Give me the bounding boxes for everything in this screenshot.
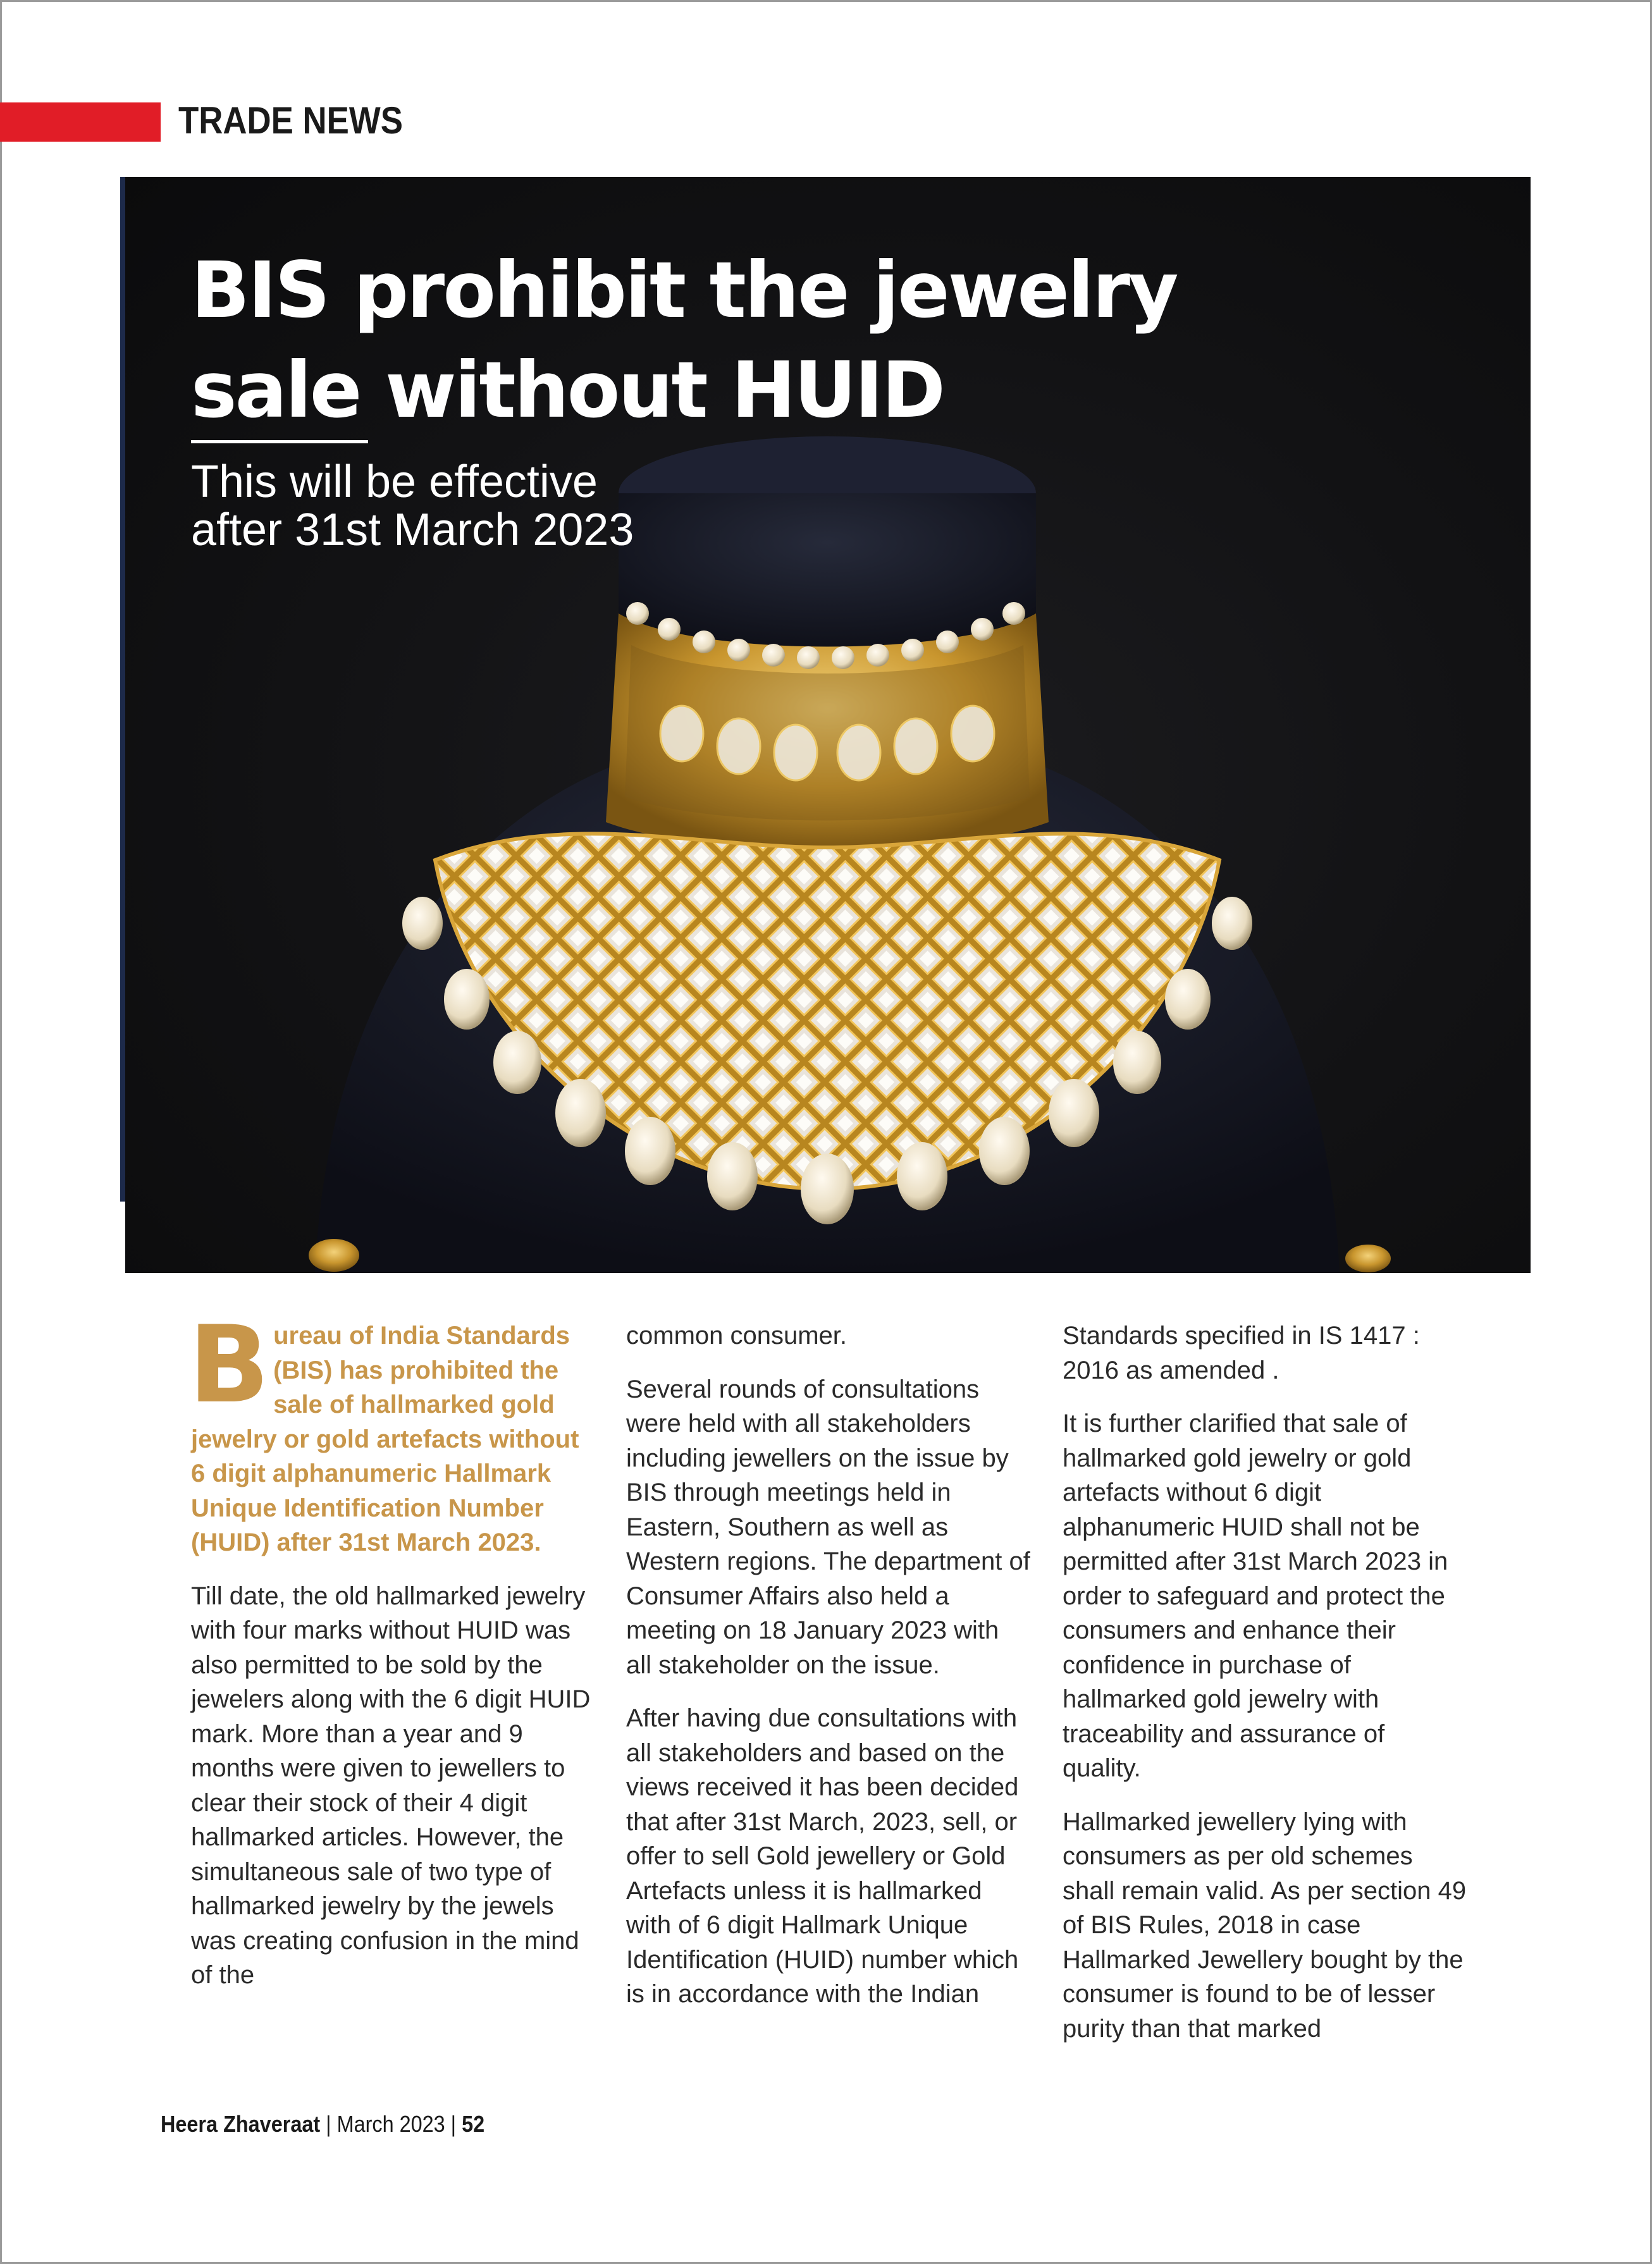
headline <box>191 240 1266 440</box>
lead-paragraph <box>188 1303 596 1560</box>
footer-separator: | <box>326 2111 331 2137</box>
body-paragraph: After having due consultations with all stakeholders and based on the views received it has been decided that after 31st March, 2023, sell, or offer to sell Gold jewellery or Gold Artefacts unless it is hallmarked with of 6 digit Hallmark Unique Identification (HUID) number which is in accordance with the Indian <box>626 1704 1019 2008</box>
section-label: TRADE NEWS <box>178 99 403 142</box>
article-column-2 <box>626 1319 1031 2031</box>
page-footer <box>161 2108 484 2140</box>
footer-separator: | <box>450 2111 457 2137</box>
headline-line-1: BIS prohibit the jewelry <box>191 245 1177 335</box>
drop-cap: B <box>188 1303 270 1427</box>
publication-name: Heera Zhaveraat <box>161 2111 321 2137</box>
body-paragraph-continued: Standards specified in IS 1417 : 2016 as amended . <box>1063 1322 1420 1384</box>
body-paragraph: Hallmarked jewellery lying with consumers as per old schemes shall remain valid. As per section 49 of BIS Rules, 2018 in case Hallmarked Jewellery bought by the consumer is found to be of lesser purity than that marked <box>1063 1807 1467 2043</box>
body-paragraph: It is further clarified that sale of hallmarked gold jewelry or gold artefacts without 6 digit alphanumeric HUID shall not be permitted after 31st March 2023 in order to safeguard and protect the consumers and enhance their confidence in purchase of hallmarked gold jewelry with traceability and assurance of quality. <box>1063 1410 1448 1782</box>
subhead <box>191 458 760 554</box>
article-column-3 <box>1063 1319 1467 2065</box>
section-accent-bar <box>0 102 161 142</box>
headline-rule <box>191 440 368 443</box>
body-paragraph-continued: common consumer. <box>626 1322 848 1350</box>
article-column-1 <box>188 1303 596 2012</box>
headline-line-2: sale without HUID <box>191 345 944 435</box>
hero-edge-strip <box>120 177 125 1202</box>
page-number: 52 <box>462 2111 485 2137</box>
issue-date: March 2023 <box>336 2111 445 2137</box>
lead-text: ureau of India Standards (BIS) has prohibited the sale of hallmarked gold jewelry or gold artefacts without 6 digit alphanumeric Hallmark Unique Identification Number (HUID) after 31st March 2023. <box>191 1322 579 1556</box>
body-paragraph: Several rounds of consultations were held with all stakeholders including jewellers on the issue by BIS through meetings held in Eastern, Southern as well as Western regions. The department of Consumer Affairs also held a meeting on 18 January 2023 with all stakeholder on the issue. <box>626 1375 1030 1679</box>
subhead-line-2: after 31st March 2023 <box>191 505 634 555</box>
subhead-line-1: This will be effective <box>191 457 598 507</box>
body-paragraph: Till date, the old hallmarked jewelry with four marks without HUID was also permitted to be sold by the jewelers along with the 6 digit HUID mark. More than a year and 9 months were given to jewellers to clear their stock of their 4 digit hallmarked articles. However, the simultaneous sale of two type of hallmarked jewelry by the jewels was creating confusion in the mind of the <box>191 1582 591 1989</box>
